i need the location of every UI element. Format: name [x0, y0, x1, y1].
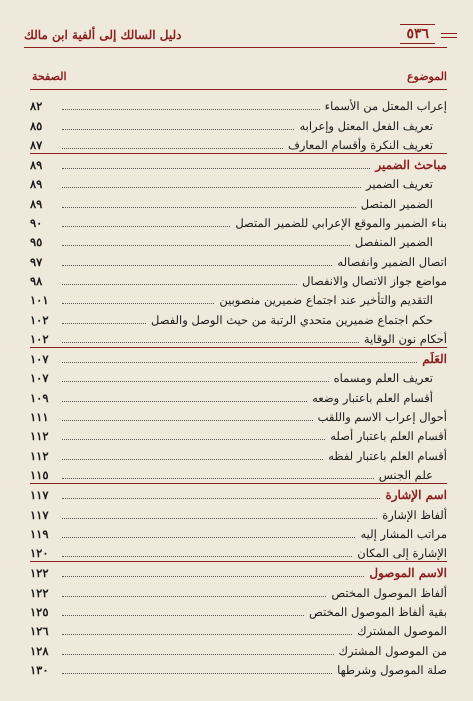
toc-entry-title: ألفاظ الموصول المختص — [331, 585, 447, 600]
toc-entry-title: مواضع جواز الاتصال والانفصال — [302, 273, 447, 288]
page-number: ٥٣٦ — [400, 24, 435, 44]
toc-entry — [30, 601, 447, 620]
toc-entry-page: ٩٨ — [30, 273, 43, 288]
toc-entry-title: أقسام العلم باعتبار أصله — [330, 429, 447, 444]
toc-entry-title: تعريف العلم ومسماه — [333, 371, 433, 386]
toc-entry-page: ١٣٠ — [30, 662, 49, 677]
toc-entry — [30, 289, 447, 308]
toc-entry-title: الضمير المتصل — [360, 196, 433, 211]
column-rule — [30, 89, 447, 90]
toc-entry — [30, 367, 447, 386]
page-header — [24, 20, 457, 50]
toc-entry-page: ١٠٢ — [30, 331, 49, 346]
dot-leader — [62, 400, 307, 402]
toc-entry — [30, 192, 447, 211]
dot-leader — [62, 497, 380, 499]
dot-leader — [62, 302, 214, 304]
toc-entry-page: ١١٩ — [30, 526, 49, 541]
dot-leader — [62, 264, 332, 266]
dot-leader — [62, 186, 361, 188]
toc-entry — [30, 659, 447, 678]
dot-leader — [62, 341, 359, 343]
toc-entry-title: صلة الموصول وشرطها — [337, 662, 447, 677]
dot-leader — [62, 128, 294, 130]
toc-entry-title: مباحث الضمير — [375, 158, 447, 173]
dot-leader — [62, 575, 364, 577]
toc-entry-page: ٨٩ — [30, 158, 43, 173]
header-rule — [24, 47, 447, 48]
toc-entry-page: ١١٢ — [30, 448, 49, 463]
dot-leader — [62, 517, 377, 519]
toc-entry-title: بناء الضمير والموقع الإعرابي للضمير المتصل — [235, 216, 447, 231]
dot-leader — [62, 438, 325, 440]
toc-entry-title: علم الجنس — [378, 467, 433, 482]
toc-entry — [30, 173, 447, 192]
toc-entry — [30, 503, 447, 522]
dot-leader — [62, 283, 297, 285]
toc-entry-page: ٨٢ — [30, 99, 43, 114]
toc-entry-page: ٩٠ — [30, 216, 43, 231]
toc-entry-title: من الموصول المشترك — [338, 643, 447, 658]
toc-entry — [30, 523, 447, 542]
toc-entry-title: الإشارة إلى المكان — [357, 546, 447, 561]
toc-entry — [30, 444, 447, 463]
toc-entry — [30, 620, 447, 639]
column-headers — [28, 70, 447, 88]
dot-leader — [62, 225, 230, 227]
toc-entry-title: اتصال الضمير وانفصاله — [337, 254, 447, 269]
dot-leader — [62, 614, 304, 616]
toc-entry-title: أحكام نون الوقاية — [363, 331, 447, 346]
dot-leader — [62, 536, 355, 538]
dot-leader — [62, 244, 350, 246]
toc-entry — [30, 114, 447, 133]
dot-leader — [62, 147, 283, 149]
toc-entry — [30, 212, 447, 231]
toc-entry-page: ١٢٥ — [30, 605, 49, 620]
toc-entry — [30, 308, 447, 327]
toc-entry-page: ٩٧ — [30, 254, 43, 269]
toc-entry — [30, 639, 447, 658]
toc-section-heading — [30, 483, 447, 503]
toc-entry-page: ١٠١ — [30, 293, 49, 308]
toc-section-heading — [30, 347, 447, 367]
toc-entry-page: ١٠٢ — [30, 312, 49, 327]
toc-entry-title: الاسم الموصول — [369, 566, 447, 581]
toc-entry — [30, 542, 447, 561]
toc-entry — [30, 386, 447, 405]
dot-leader — [62, 206, 356, 208]
toc-entry-title: تعريف الضمير — [366, 177, 433, 192]
toc-entry-page: ١١١ — [30, 410, 49, 425]
toc-entry-title: تعريف الفعل المعتل وإعرابه — [299, 118, 433, 133]
toc-entry — [30, 425, 447, 444]
toc-entry-page: ٨٥ — [30, 118, 43, 133]
toc-entry-page: ١٠٧ — [30, 352, 49, 367]
toc-entry — [30, 328, 447, 347]
toc-entry-title: إعراب المعتل من الأسماء — [324, 99, 447, 114]
toc-entry-page: ١١٧ — [30, 488, 49, 503]
toc-entry-page: ١٢٢ — [30, 566, 49, 581]
toc-entry-page: ١١٥ — [30, 467, 49, 482]
toc-entry — [30, 231, 447, 250]
toc-entry-title: الموصول المشترك — [357, 624, 447, 639]
toc-section-heading — [30, 561, 447, 581]
dot-leader — [62, 633, 352, 635]
toc-entry-title: بقية ألفاظ الموصول المختص — [309, 605, 447, 620]
toc-entry-page: ١٢٢ — [30, 585, 49, 600]
column-header-topic: الموضوع — [406, 70, 447, 83]
toc-entry-page: ٨٩ — [30, 177, 43, 192]
toc-entry — [30, 406, 447, 425]
toc-entry — [30, 464, 447, 483]
dot-leader — [62, 380, 329, 382]
toc-entry-title: اسم الإشارة — [385, 488, 447, 503]
dot-leader — [62, 361, 417, 363]
toc-entry-title: التقديم والتأخير عند اجتماع ضميرين منصوبين — [219, 293, 433, 308]
header-ornament — [441, 33, 457, 38]
toc-entry-page: ١٢٦ — [30, 624, 49, 639]
toc-entry — [30, 134, 447, 153]
toc-entry — [30, 270, 447, 289]
toc-entry-title: ألفاظ الإشارة — [382, 507, 447, 522]
toc-entry-title: حكم اجتماع ضميرين متحدي الرتبة من حيث الوصل والفصل — [151, 312, 433, 327]
dot-leader — [62, 672, 332, 674]
book-title: دليل السالك إلى ألفية ابن مالك — [24, 28, 182, 42]
toc-entry-title: أقسام العلم باعتبار وضعه — [312, 390, 433, 405]
toc-entry-page: ١١٧ — [30, 507, 49, 522]
dot-leader — [62, 653, 334, 655]
dot-leader — [62, 108, 320, 110]
dot-leader — [62, 167, 370, 169]
toc-entry-page: ١١٢ — [30, 429, 49, 444]
toc-section-heading — [30, 153, 447, 173]
toc-entry-title: العَلَم — [422, 352, 447, 367]
column-header-page: الصفحة — [32, 70, 67, 83]
toc-entry — [30, 581, 447, 600]
toc-entry-title: الضمير المنفصل — [354, 235, 433, 250]
toc-entry-page: ٨٧ — [30, 137, 43, 152]
dot-leader — [62, 595, 326, 597]
toc-entry-page: ١٢٠ — [30, 546, 49, 561]
toc-entry-page: ٨٩ — [30, 196, 43, 211]
toc-entry-page: ٩٥ — [30, 235, 43, 250]
toc-entry-title: أحوال إعراب الاسم واللقب — [317, 410, 447, 425]
toc-entry-page: ١٠٧ — [30, 371, 49, 386]
toc-entry-title: تعريف النكرة وأقسام المعارف — [287, 137, 433, 152]
dot-leader — [62, 419, 313, 421]
table-of-contents — [30, 95, 447, 678]
toc-entry — [30, 250, 447, 269]
toc-entry-page: ١٢٨ — [30, 643, 49, 658]
toc-entry-title: مراتب المشار إليه — [360, 526, 447, 541]
dot-leader — [62, 322, 146, 324]
toc-entry — [30, 95, 447, 114]
dot-leader — [62, 477, 374, 479]
toc-entry-title: أقسام العلم باعتبار لفظه — [328, 448, 447, 463]
toc-entry-page: ١٠٩ — [30, 390, 49, 405]
dot-leader — [62, 555, 352, 557]
dot-leader — [62, 458, 323, 460]
